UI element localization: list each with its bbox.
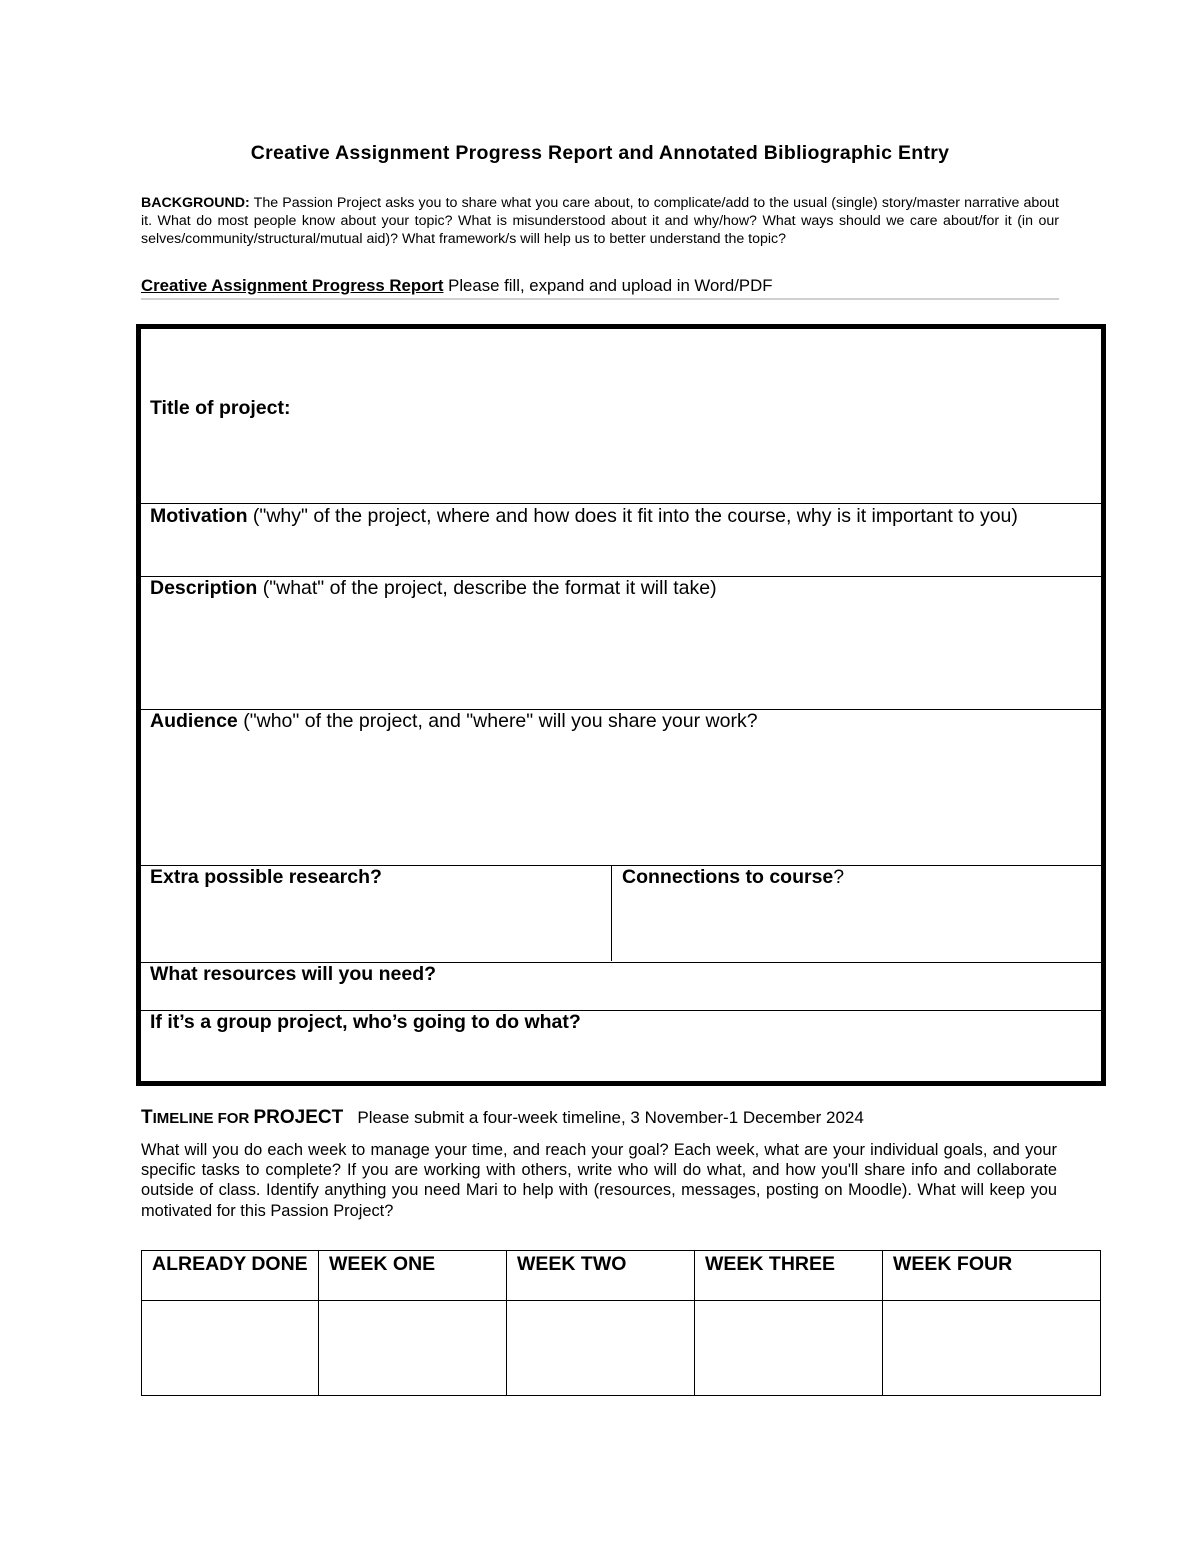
connections-prompt — [622, 866, 844, 889]
title-row[interactable] — [141, 329, 1101, 504]
timeline-heading-smallcaps: IMELINE FOR — [152, 1110, 254, 1127]
group-row[interactable] — [141, 1011, 1101, 1081]
research-label: Extra possible research? — [150, 866, 382, 888]
cell-week-one[interactable] — [319, 1301, 507, 1396]
timeline-header-row — [142, 1251, 1101, 1301]
col-header-week-four: WEEK FOUR — [883, 1251, 1101, 1301]
research-cell[interactable] — [141, 866, 612, 961]
progress-report-form — [136, 324, 1106, 1086]
cell-already-done[interactable] — [142, 1301, 319, 1396]
progress-report-title: Creative Assignment Progress Report — [141, 276, 444, 295]
audience-label: Audience — [150, 710, 238, 732]
resources-label: What resources will you need? — [150, 963, 437, 985]
progress-report-heading — [141, 276, 1059, 300]
col-header-week-one: WEEK ONE — [319, 1251, 507, 1301]
timeline-description: What will you do each week to manage your time, and reach your goal? Each week, what are your individual goals, and your specific tasks to complete? If you are working with others, write who will do what, and how you'll share info and collaborate outside of class. Identify anything you need Mari to help with (resources, messages, posting on Moodle). What will keep you motivated for this Passion Project? — [141, 1141, 1057, 1220]
audience-prompt — [150, 710, 758, 733]
connections-suffix: ? — [833, 866, 845, 888]
cell-week-four[interactable] — [883, 1301, 1101, 1396]
col-header-already-done: ALREADY DONE — [142, 1251, 319, 1301]
title-label: Title of project: — [150, 397, 291, 419]
cell-week-three[interactable] — [695, 1301, 883, 1396]
background-paragraph — [141, 195, 1059, 248]
motivation-row[interactable] — [141, 504, 1101, 577]
timeline-table — [141, 1250, 1101, 1396]
audience-hint: ("who" of the project, and "where" will you share your work? — [237, 710, 758, 732]
col-header-week-two: WEEK TWO — [507, 1251, 695, 1301]
background-label: BACKGROUND: — [141, 195, 250, 211]
description-prompt — [150, 577, 717, 600]
cell-week-two[interactable] — [507, 1301, 695, 1396]
audience-row[interactable] — [141, 710, 1101, 866]
timeline-entry-row — [142, 1301, 1101, 1396]
timeline-heading-note: Please submit a four-week timeline, 3 November-1 December 2024 — [343, 1108, 864, 1127]
timeline-heading-initial: T — [141, 1107, 153, 1128]
description-hint: ("what" of the project, describe the format it will take) — [257, 577, 717, 599]
background-text: The Passion Project asks you to share what you care about, to complicate/add to the usual (single) story/master narrative about it. What do most people know about your topic? What is misunderstood about it and why/how? What ways should we care about/for it (in our selves/community/structural/mutual aid)? What framework/s will help us to better understand the topic? — [141, 195, 1059, 247]
motivation-prompt — [150, 505, 1018, 528]
timeline-heading-project: PROJECT — [253, 1107, 344, 1128]
connections-label: Connections to course — [622, 866, 834, 888]
description-label: Description — [150, 577, 258, 599]
motivation-hint: ("why" of the project, where and how does it fit into the course, why is it important to you) — [247, 505, 1018, 527]
col-header-week-three: WEEK THREE — [695, 1251, 883, 1301]
document-title: Creative Assignment Progress Report and Annotated Bibliographic Entry — [250, 142, 950, 164]
progress-report-instruction: Please fill, expand and upload in Word/PDF — [443, 276, 773, 295]
resources-row[interactable] — [141, 963, 1101, 1011]
research-connections-row — [141, 866, 1101, 963]
timeline-heading — [141, 1107, 864, 1129]
description-row[interactable] — [141, 577, 1101, 710]
group-label: If it’s a group project, who’s going to do what? — [150, 1011, 581, 1033]
motivation-label: Motivation — [150, 505, 248, 527]
connections-cell[interactable] — [613, 866, 1101, 961]
